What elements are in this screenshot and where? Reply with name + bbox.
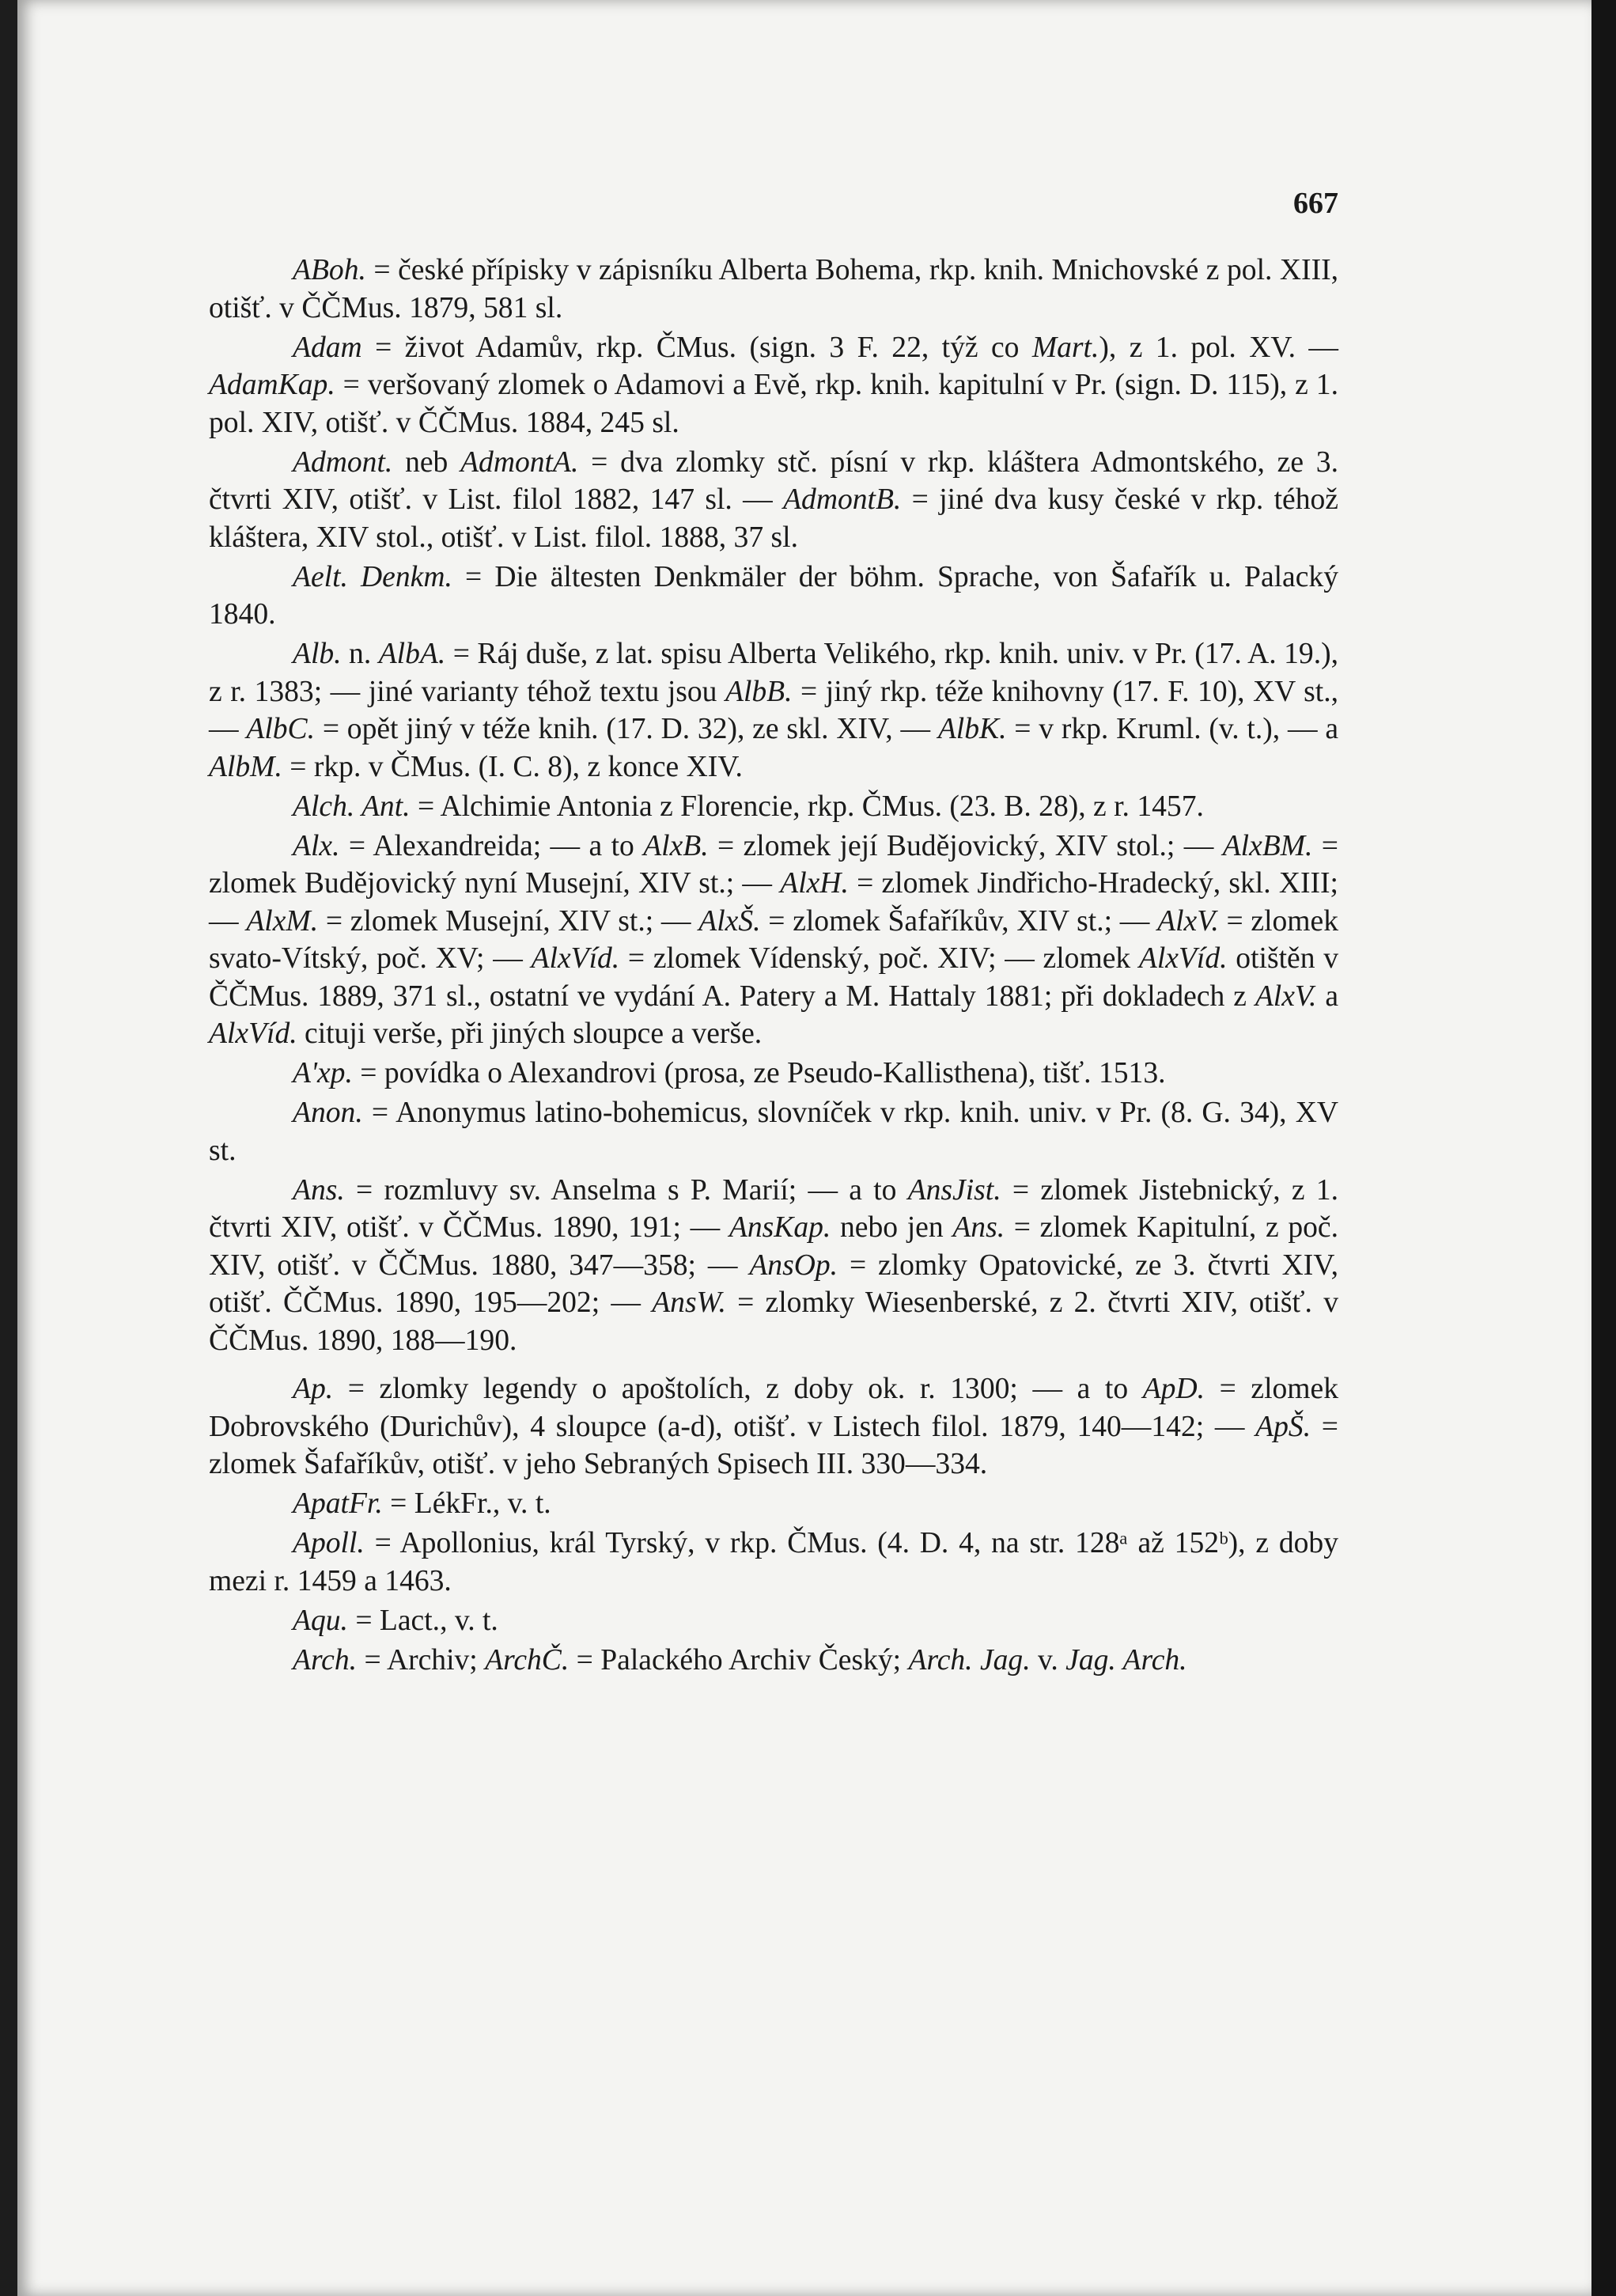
abbreviation-term: AlxBM.: [1222, 829, 1313, 862]
definition-text: = zlomek Vídenský, poč. XIV; — zlomek: [619, 942, 1139, 975]
abbreviation-term: Jag. Arch.: [1065, 1643, 1187, 1677]
abbreviation-term: Ans.: [952, 1211, 1005, 1244]
abbreviation-term: Alch. Ant.: [293, 790, 411, 823]
definition-text: nebo jen: [831, 1211, 953, 1244]
definition-text: = Die ältesten Denkmäler der böhm. Sprache, von Šafařík u. Palacký 1840.: [209, 560, 1338, 631]
definition-text: = zlomek její Budějovický, XIV stol.; —: [708, 829, 1223, 862]
definition-text: = Palackého Archiv Český;: [569, 1643, 909, 1677]
definition-text: = veršovaný zlomek o Adamovi a Evě, rkp. knih. kapitulní v Pr. (sign. D. 115), z 1. pol. XIV, otišť. v ČČMus. 1884, 245 sl.: [209, 369, 1338, 439]
abbreviation-term: Ap.: [293, 1373, 334, 1405]
abbreviation-term: AlbK.: [937, 713, 1007, 745]
abbreviation-entry: [209, 1642, 1338, 1680]
definition-text: n.: [341, 638, 379, 670]
abbreviation-term: AdmontA.: [460, 445, 579, 479]
abbreviation-term: AnsOp.: [749, 1248, 838, 1282]
abbreviation-term: AlxVíd.: [1138, 942, 1228, 975]
abbreviation-term: ApatFr.: [293, 1487, 383, 1520]
abbreviation-term: Aqu.: [293, 1604, 348, 1637]
definition-text: = zlomek Dobrovského (Durichův), 4 sloupce (a-d), otišť. v Listech filol. 1879, 140—142; —: [209, 1373, 1338, 1443]
abbreviation-entry: [209, 1094, 1338, 1169]
definition-text: cituji verše, při jiných sloupce a verše.: [297, 1017, 763, 1050]
book-page: [17, 0, 1591, 2296]
definition-text: = zlomek Šafaříkův, XIV st.; —: [760, 904, 1158, 938]
definition-text: ), z 1. pol. XV. —: [1099, 331, 1338, 364]
abbreviation-entry: [209, 828, 1338, 1053]
abbreviation-entry: [209, 1525, 1338, 1600]
definition-text: = zlomek Budějovický nyní Musejní, XIV st.; —: [209, 829, 1338, 900]
definition-text: = Lact., v. t.: [347, 1604, 498, 1637]
definition-text: = zlomky Wiesenberské, z 2. čtvrti XIV, otišť. v ČČMus. 1890, 188—190.: [209, 1286, 1338, 1357]
abbreviation-term: Apoll.: [293, 1527, 365, 1559]
abbreviation-entry: [209, 329, 1338, 442]
abbreviation-term: AlxV.: [1157, 904, 1219, 938]
abbreviation-term: AnsW.: [652, 1286, 726, 1319]
abbreviation-term: A'xp.: [293, 1057, 353, 1089]
definition-text: neb: [392, 445, 461, 479]
abbreviation-term: Aelt. Denkm.: [293, 560, 452, 593]
abbreviation-entry: [209, 1172, 1338, 1360]
abbreviation-term: AnsKap.: [729, 1211, 831, 1244]
definition-text: = zlomek svato-Vítský, poč. XV; —: [209, 904, 1338, 975]
abbreviation-term: AlxVíd.: [531, 942, 620, 975]
definition-text: = povídka o Alexandrovi (prosa, ze Pseudo-Kallisthena), tišť. 1513.: [352, 1057, 1166, 1089]
right-book-edge: [1591, 0, 1616, 2296]
page-number: 667: [1293, 187, 1338, 220]
definition-text: = opět jiný v téže knih. (17. D. 32), ze skl. XIV, —: [315, 713, 938, 745]
definition-text: = rkp. v ČMus. (I. C. 8), z konce XIV.: [282, 750, 743, 783]
definition-text: = rozmluvy sv. Anselma s P. Marií; — a to: [344, 1173, 908, 1207]
definition-text: v.: [1030, 1643, 1066, 1677]
abbreviation-term: AlxVíd.: [209, 1017, 297, 1050]
abbreviation-term: AlbB.: [725, 675, 793, 708]
abbreviation-term: AnsJist.: [907, 1173, 1001, 1207]
abbreviation-term: Adam: [293, 331, 362, 364]
abbreviation-term: ABoh.: [293, 254, 366, 286]
definition-text: = zlomek Šafaříkův, otišť. v jeho Sebraných Spisech III. 330—334.: [209, 1410, 1338, 1480]
definition-text: = zlomky Opatovické, ze 3. čtvrti XIV, otišť. ČČMus. 1890, 195—202; —: [209, 1248, 1338, 1319]
abbreviation-term: Admont.: [293, 445, 393, 479]
definition-text: = LékFr., v. t.: [382, 1487, 551, 1520]
abbreviation-entry: [209, 1602, 1338, 1640]
abbreviation-term: Arch.: [293, 1643, 358, 1677]
abbreviation-term: Alx.: [293, 829, 340, 862]
left-book-edge: [0, 0, 17, 2296]
abbreviation-term: Mart.: [1031, 331, 1099, 364]
abbreviation-term: AlbA.: [378, 638, 446, 670]
abbreviation-term: AlxV.: [1255, 979, 1317, 1013]
abbreviation-term: Ans.: [293, 1173, 345, 1207]
definition-text: a: [1316, 979, 1339, 1013]
abbreviation-entry: [209, 1055, 1338, 1093]
abbreviation-entry: [209, 635, 1338, 786]
abbreviation-term: AdamKap.: [209, 369, 335, 401]
definition-text: = Apollonius, král Tyrský, v rkp. ČMus. (4. D. 4, na str. 128ᵃ až 152ᵇ), z doby mezi r. 1459 a 1463.: [209, 1527, 1338, 1597]
definition-text: = Anonymus latino-bohemicus, slovníček v rkp. knih. univ. v Pr. (8. G. 34), XV st.: [209, 1097, 1338, 1167]
abbreviation-term: AdmontB.: [783, 483, 902, 516]
definition-text: = zlomek Jistebnický, z 1. čtvrti XIV, otišť. v ČČMus. 1890, 191; —: [209, 1173, 1338, 1244]
definition-text: = Alchimie Antonia z Florencie, rkp. ČMus. (23. B. 28), z r. 1457.: [410, 790, 1204, 823]
abbreviation-term: AlxH.: [780, 867, 849, 900]
abbreviation-term: AlxŠ.: [698, 904, 761, 938]
definition-text: = Ráj duše, z lat. spisu Alberta Velikého, rkp. knih. univ. v Pr. (17. A. 19.), z r. 1383; — jiné varianty téhož textu jsou: [209, 638, 1338, 708]
abbreviation-term: Alb.: [293, 638, 342, 670]
abbreviation-entry: [209, 559, 1338, 634]
abbreviation-term: AlxM.: [246, 904, 319, 938]
definition-text: = dva zlomky stč. písní v rkp. kláštera Admontského, ze 3. čtvrti XIV, otišť. v List. filol 1882, 147 sl. —: [209, 445, 1338, 516]
abbreviation-list: [209, 252, 1338, 1681]
definition-text: = život Adamův, rkp. ČMus. (sign. 3 F. 22, týž co: [361, 331, 1032, 364]
definition-text: = české přípisky v zápisníku Alberta Bohema, rkp. knih. Mnichovské z pol. XIII, otišť. v ČČMus. 1879, 581 sl.: [209, 254, 1338, 324]
abbreviation-term: ApD.: [1142, 1373, 1205, 1405]
definition-text: = Archiv;: [357, 1643, 486, 1677]
definition-text: = Alexandreida; — a to: [339, 829, 644, 862]
definition-text: otištěn v ČČMus. 1889, 371 sl., ostatní ve vydání A. Patery a M. Hattaly 1881; při dokladech z: [209, 942, 1339, 1013]
definition-text: = zlomek Jindřicho-Hradecký, skl. XIII; —: [209, 867, 1338, 938]
abbreviation-term: Arch. Jag.: [908, 1643, 1031, 1677]
definition-text: = jiné dva kusy české v rkp. téhož kláštera, XIV stol., otišť. v List. filol. 1888, 37 sl.: [209, 483, 1338, 554]
abbreviation-entry: [209, 1370, 1338, 1483]
abbreviation-term: Anon.: [293, 1097, 363, 1129]
abbreviation-entry: [209, 444, 1338, 557]
definition-text: = v rkp. Kruml. (v. t.), — a: [1006, 713, 1338, 745]
abbreviation-entry: [209, 788, 1338, 826]
abbreviation-term: AlbM.: [209, 750, 282, 783]
definition-text: = zlomky legendy o apoštolích, z doby ok. r. 1300; — a to: [333, 1373, 1143, 1405]
definition-text: = zlomek Kapitulní, z poč. XIV, otišť. v ČČMus. 1880, 347—358; —: [209, 1211, 1338, 1282]
abbreviation-term: ArchČ.: [485, 1643, 570, 1677]
abbreviation-entry: [209, 252, 1338, 327]
abbreviation-term: ApŠ.: [1255, 1410, 1311, 1443]
abbreviation-term: AlbC.: [246, 713, 316, 745]
abbreviation-term: AlxB.: [643, 829, 709, 862]
definition-text: = jiný rkp. téže knihovny (17. F. 10), XV st., —: [209, 675, 1338, 745]
abbreviation-entry: [209, 1485, 1338, 1523]
definition-text: = zlomek Musejní, XIV st.; —: [318, 904, 699, 938]
